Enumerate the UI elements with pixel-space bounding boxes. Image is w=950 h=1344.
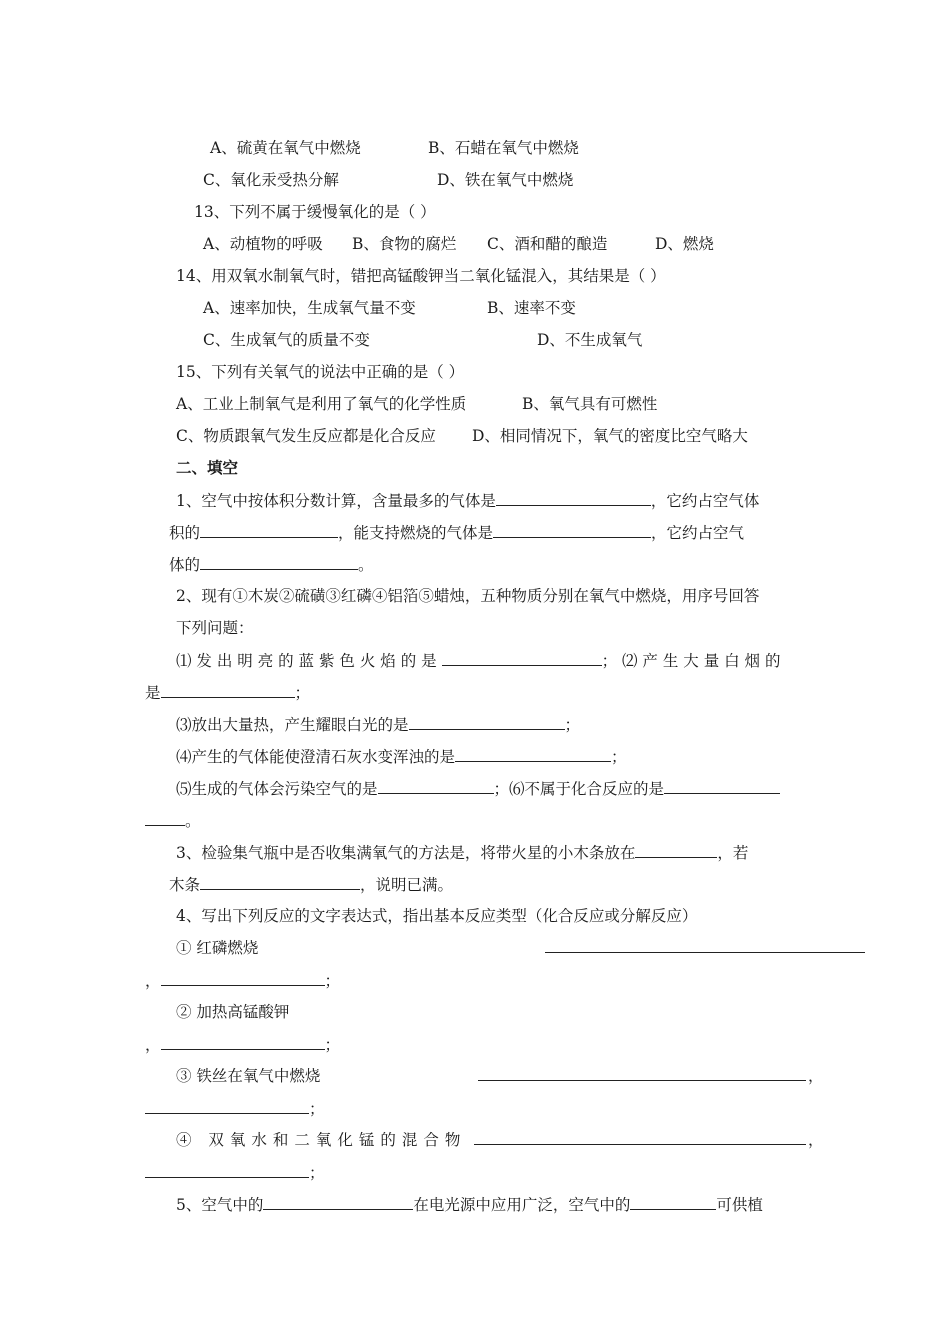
fill4-r4-label: ④ 双氧水和二氧化锰的混合物	[176, 1131, 467, 1149]
q12-option-b: B、石蜡在氧气中燃烧	[428, 139, 579, 157]
fill4-r4-type: ；	[145, 1162, 325, 1183]
q13-option-c: C、酒和醋的酿造	[487, 235, 608, 253]
fill4-stem: 4、写出下列反应的文字表达式，指出基本反应类型（化合反应或分解反应）	[176, 907, 698, 925]
fill4-r1-label: ① 红磷燃烧	[176, 939, 259, 957]
fill2-sub4: ⑷产生的气体能使澄清石灰水变浑浊的是 ；	[176, 748, 627, 766]
section-heading-fill: 二、填空	[176, 458, 239, 477]
fill2-blank-3[interactable]	[409, 714, 565, 730]
fill4-r4-type-blank[interactable]	[145, 1162, 309, 1178]
fill2-sub5: ⑸生成的气体会污染空气的是 ；⑹不属于化合反应的是	[176, 778, 780, 799]
fill1-line1: 1、空气中按体积分数计算，含量最多的气体是 ，它约占空气体	[176, 492, 760, 510]
fill4-r3-type: ；	[145, 1098, 325, 1119]
q15-option-a: A、工业上制氧气是利用了氧气的化学性质	[176, 395, 467, 413]
q14-option-d: D、不生成氧气	[537, 331, 643, 349]
fill2-sub1: ⑴ 发 出 明 亮 的 蓝 紫 色 火 焰 的 是 ； ⑵ 产 生 大 量 白 烟 的	[176, 652, 781, 670]
fill4-r3-label: ③ 铁丝在氧气中燃烧	[176, 1067, 321, 1085]
fill5-line1: 5、空气中的 在电光源中应用广泛，空气中的 可供植	[176, 1196, 763, 1214]
fill1-line2: 积的 ，能支持燃烧的气体是 ，它约占空气	[169, 524, 745, 542]
fill4-r1-type-blank[interactable]	[161, 970, 325, 986]
q12-option-a: A、硫黄在氧气中燃烧	[210, 139, 361, 157]
fill4-r2-type: ， ；	[145, 1036, 341, 1054]
fill4-r2-label: ② 加热高锰酸钾	[176, 1003, 290, 1021]
q12-option-c: C、氧化汞受热分解	[203, 171, 339, 189]
fill2-sub6-cont: 。	[145, 810, 201, 831]
fill2-blank-4[interactable]	[455, 746, 611, 762]
q14-option-a: A、速率加快，生成氧气量不变	[203, 299, 416, 317]
fill5-blank-1[interactable]	[263, 1194, 413, 1210]
fill2-blank-5[interactable]	[378, 778, 494, 794]
fill4-r1-type: ， ；	[145, 972, 341, 990]
fill3-blank-2[interactable]	[200, 874, 360, 890]
fill2-sub1-cont: 是 ；	[145, 684, 311, 702]
fill2-blank-6-cont[interactable]	[145, 810, 185, 826]
q14-stem: 14、用双氧水制氧气时，错把高锰酸钾当二氧化锰混入，其结果是（ ）	[176, 267, 666, 285]
q13-option-a: A、动植物的呼吸	[203, 235, 323, 253]
fill4-r3-comma: ，	[808, 1067, 824, 1085]
fill1-blank-2[interactable]	[200, 522, 338, 538]
fill1-blank-1[interactable]	[496, 490, 651, 506]
fill4-r3-type-blank[interactable]	[145, 1098, 309, 1114]
fill2-blank-6[interactable]	[664, 778, 780, 794]
q13-option-d: D、燃烧	[655, 235, 714, 253]
fill1-blank-4[interactable]	[200, 554, 358, 570]
q15-stem: 15、下列有关氧气的说法中正确的是（ ）	[176, 363, 465, 381]
fill1-blank-3[interactable]	[493, 522, 651, 538]
q15-option-c: C、物质跟氧气发生反应都是化合反应	[176, 427, 436, 445]
fill3-line1: 3、检验集气瓶中是否收集满氧气的方法是，将带火星的小木条放在 ，若	[176, 844, 749, 862]
fill3-line2: 木条 ，说明已满。	[169, 876, 454, 894]
fill4-r1-equation-blank[interactable]	[545, 952, 865, 953]
q15-option-b: B、氧气具有可燃性	[522, 395, 658, 413]
fill4-r4-comma: ，	[808, 1131, 824, 1149]
fill1-line3: 体的 。	[169, 556, 374, 574]
q13-option-b: B、食物的腐烂	[352, 235, 457, 253]
fill3-blank-1[interactable]	[635, 842, 717, 858]
q14-option-c: C、生成氧气的质量不变	[203, 331, 370, 349]
fill2-blank-2[interactable]	[161, 682, 295, 698]
fill2-stem-line2: 下列问题：	[176, 619, 254, 637]
fill2-sub3: ⑶放出大量热，产生耀眼白光的是 ；	[176, 716, 581, 734]
fill2-blank-1[interactable]	[442, 650, 602, 666]
fill2-stem-line1: 2、现有①木炭②硫磺③红磷④铝箔⑤蜡烛，五种物质分别在氧气中燃烧，用序号回答	[176, 587, 760, 605]
fill4-r3-equation-blank[interactable]	[478, 1080, 806, 1081]
q12-option-d: D、铁在氧气中燃烧	[437, 171, 574, 189]
q13-stem: 13、下列不属于缓慢氧化的是（ ）	[194, 203, 436, 221]
fill4-r4-equation-blank[interactable]	[474, 1144, 806, 1145]
q14-option-b: B、速率不变	[487, 299, 576, 317]
fill4-r2-type-blank[interactable]	[161, 1034, 325, 1050]
q15-option-d: D、相同情况下，氧气的密度比空气略大	[472, 427, 748, 445]
fill5-blank-2[interactable]	[630, 1194, 716, 1210]
